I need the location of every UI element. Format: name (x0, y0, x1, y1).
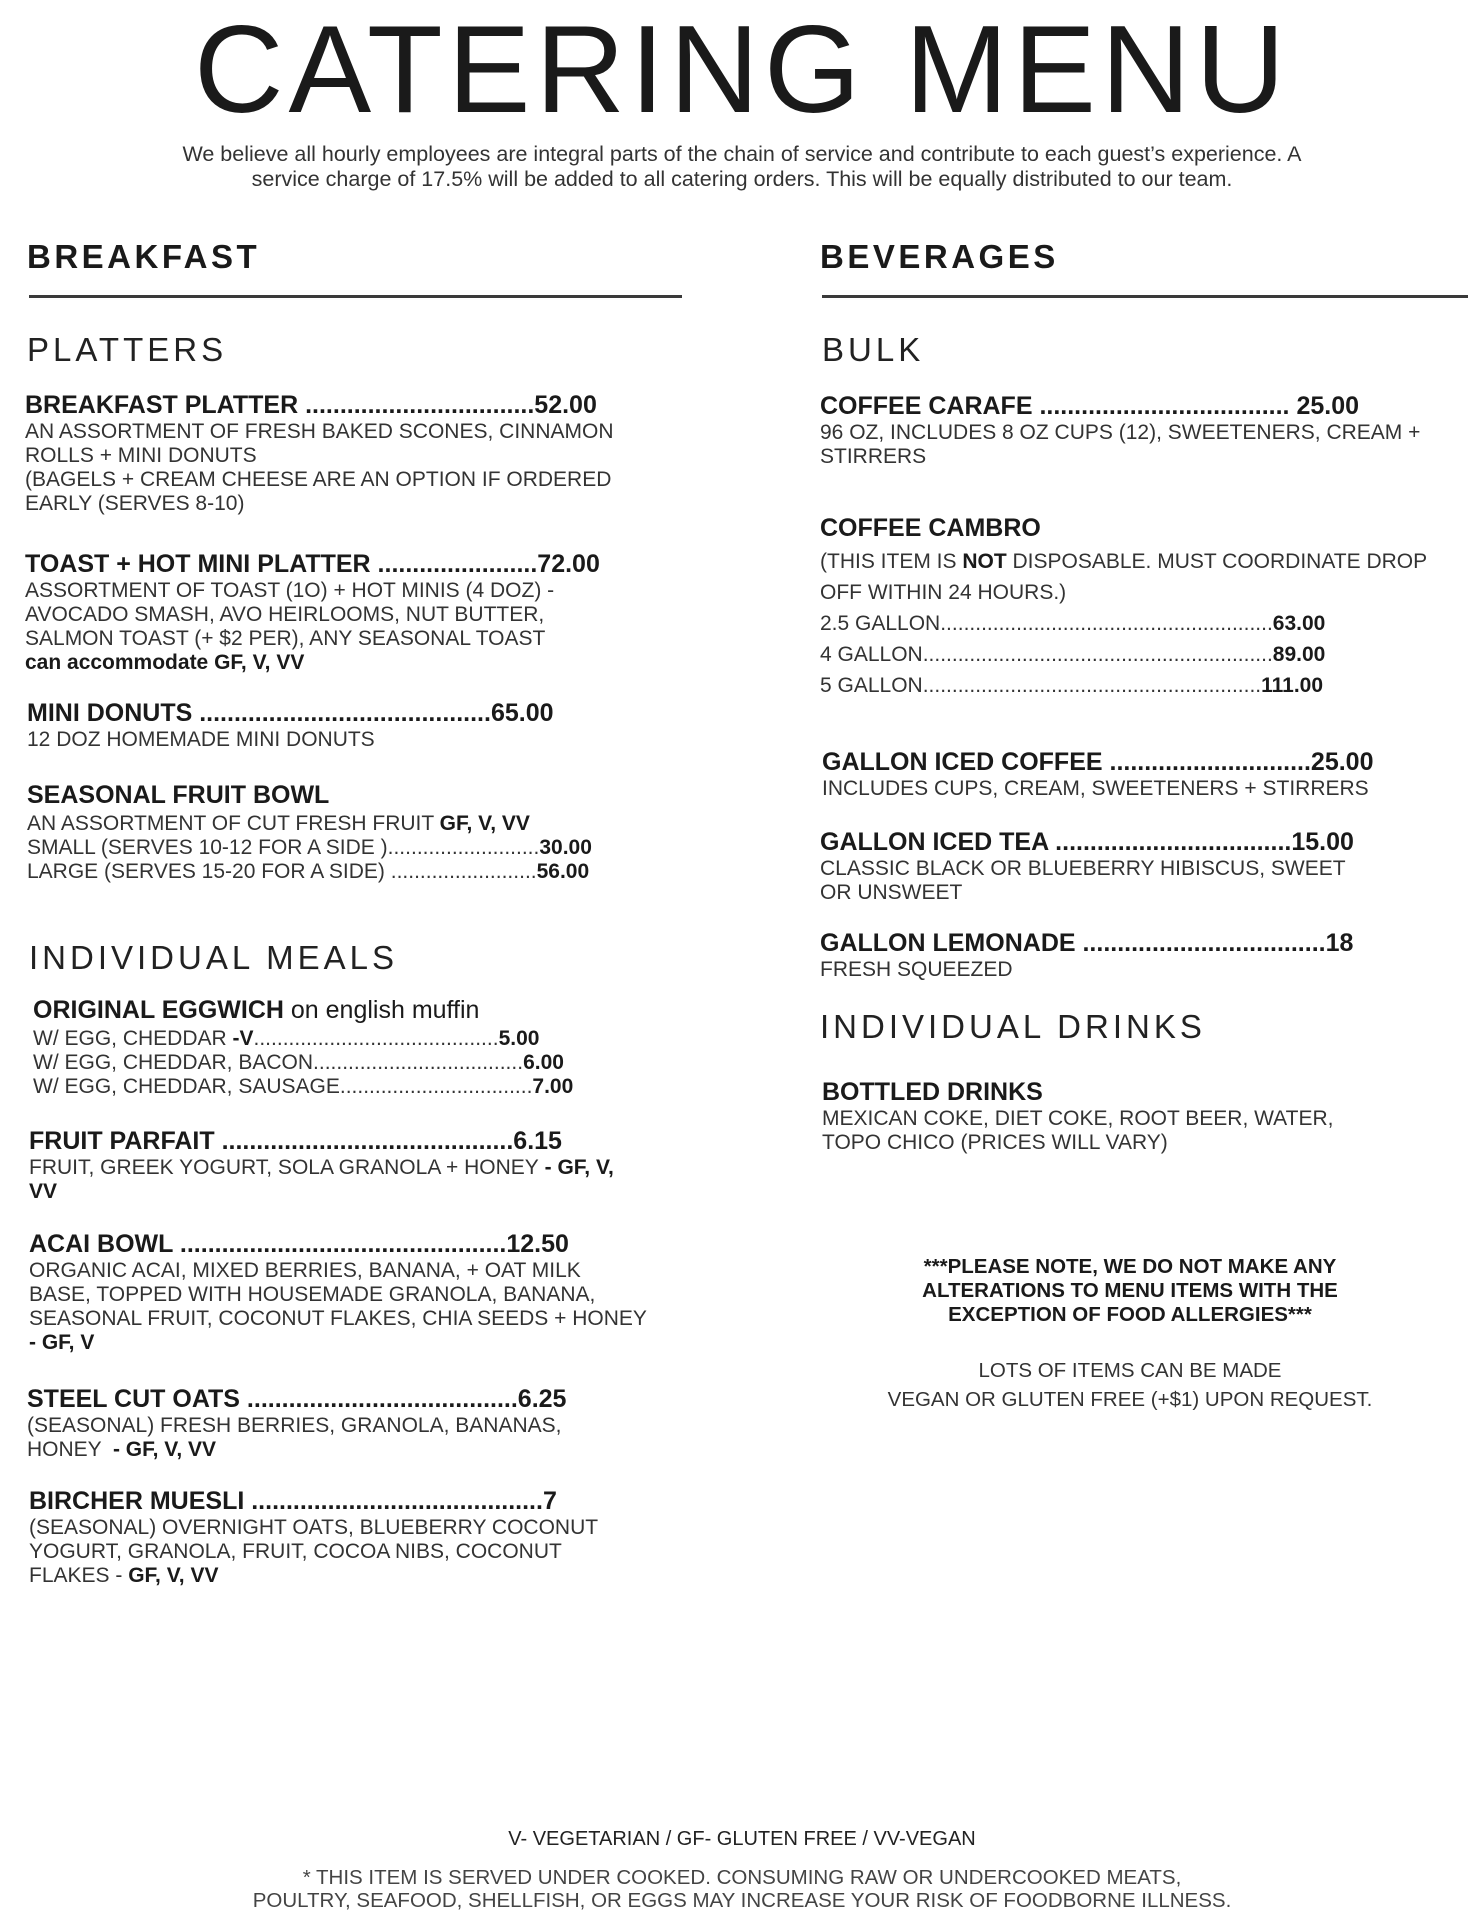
desc-line: OR UNSWEET (820, 881, 963, 904)
eggwich-option (33, 1027, 573, 1051)
item-name: TOAST + HOT MINI PLATTER .......................72.00 (25, 550, 600, 578)
option-price: 30.00 (539, 836, 592, 859)
item-description (25, 579, 600, 675)
option-label: 2.5 GALLON......................................................... (820, 612, 1273, 635)
item-description (29, 1516, 598, 1588)
item-description (29, 1259, 647, 1355)
platters-heading: PLATTERS (27, 331, 228, 368)
menu-item-bottled-drinks (822, 1077, 1333, 1155)
dietary-tags: VV (29, 1180, 58, 1203)
desc-line: OFF WITHIN 24 HOURS.) (820, 581, 1067, 604)
menu-item-toast-platter (25, 549, 600, 675)
menu-item-original-eggwich (33, 995, 573, 1099)
item-description: INCLUDES CUPS, CREAM, SWEETENERS + STIRRERS (822, 777, 1369, 800)
option-label: W/ EGG, CHEDDAR, SAUSAGE................................. (33, 1075, 533, 1098)
dietary-tags: -V (232, 1027, 254, 1050)
menu-item-bircher-muesli (29, 1486, 598, 1588)
eggwich-option (33, 1051, 573, 1075)
option-price: 5.00 (498, 1027, 540, 1050)
item-name: SEASONAL FRUIT BOWL (27, 781, 330, 809)
size-option-small (27, 836, 592, 860)
item-description: FRESH SQUEEZED (820, 958, 1013, 981)
desc-line: AVOCADO SMASH, AVO HEIRLOOMS, NUT BUTTER, (25, 603, 545, 626)
item-name: BOTTLED DRINKS (822, 1078, 1043, 1106)
item-name: ACAI BOWL ...............................................12.50 (29, 1230, 569, 1258)
dietary-tags: GF, V, VV (128, 1564, 219, 1587)
menu-item-coffee-carafe (820, 391, 1420, 469)
desc-line: EARLY (SERVES 8-10) (25, 492, 245, 515)
bulk-heading: BULK (822, 331, 925, 368)
desc-line (29, 1564, 598, 1588)
desc-line: (SEASONAL) OVERNIGHT OATS, BLUEBERRY COCONUT (29, 1516, 599, 1539)
option-label: SMALL (SERVES 10-12 FOR A SIDE ).......................... (27, 836, 540, 859)
note-line: LOTS OF ITEMS CAN BE MADE (978, 1359, 1282, 1382)
notice-line: EXCEPTION OF FOOD ALLERGIES*** (948, 1303, 1312, 1326)
warning-line: POULTRY, SEAFOOD, SHELLFISH, OR EGGS MAY INCREASE YOUR RISK OF FOODBORNE ILLNESS. (252, 1889, 1232, 1912)
desc-text: FRUIT, GREEK YOGURT, SOLA GRANOLA + HONEY (29, 1156, 539, 1179)
desc-line: ASSORTMENT OF TOAST (1O) + HOT MINIS (4 DOZ) - (25, 579, 555, 602)
item-name: STEEL CUT OATS .......................................6.25 (27, 1385, 567, 1413)
option-price: 7.00 (532, 1075, 574, 1098)
breakfast-divider (29, 295, 682, 298)
item-description (820, 546, 1427, 701)
item-name: MINI DONUTS ..........................................65.00 (27, 699, 554, 727)
dietary-tags: - GF, V, VV (107, 1438, 217, 1461)
item-description (29, 1156, 614, 1204)
menu-item-gallon-iced-tea (820, 827, 1354, 905)
dietary-tags: - GF, V, (538, 1156, 614, 1179)
dietary-tags: GF, V, VV (439, 812, 530, 835)
desc-line (820, 546, 1427, 577)
option-price: 6.00 (523, 1051, 564, 1074)
option-dots: .......................................... (253, 1027, 499, 1050)
item-description (25, 420, 613, 516)
dietary-tags: - GF, V (29, 1331, 95, 1354)
desc-line: BASE, TOPPED WITH HOUSEMADE GRANOLA, BANANA, (29, 1283, 596, 1306)
warning-line: * THIS ITEM IS SERVED UNDER COOKED. CONSUMING RAW OR UNDERCOOKED MEATS, (302, 1866, 1182, 1889)
item-name: GALLON ICED TEA ..................................15.00 (820, 828, 1354, 856)
menu-item-seasonal-fruit-bowl (27, 780, 592, 884)
desc-line: MEXICAN COKE, DIET COKE, ROOT BEER, WATER, (822, 1107, 1334, 1130)
item-description (27, 812, 592, 836)
desc-line: SEASONAL FRUIT, COCONUT FLAKES, CHIA SEEDS + HONEY (29, 1307, 647, 1330)
dietary-note: can accommodate GF, V, VV (25, 651, 305, 674)
item-description (820, 857, 1354, 905)
menu-item-gallon-lemonade (820, 928, 1353, 982)
menu-item-breakfast-platter (25, 390, 613, 516)
menu-item-fruit-parfait (29, 1126, 614, 1204)
intro-line: We believe all hourly employees are integral parts of the chain of service and contribute to each guest’s experience. A (182, 142, 1302, 166)
item-name-detail: on english muffin (290, 996, 480, 1024)
item-name: GALLON ICED COFFEE .............................25.00 (822, 748, 1374, 776)
breakfast-heading: BREAKFAST (27, 238, 261, 275)
item-name: COFFEE CARAFE .................................... 25.00 (820, 392, 1360, 420)
note-line: VEGAN OR GLUTEN FREE (+$1) UPON REQUEST. (887, 1388, 1373, 1411)
desc-text: (THIS ITEM IS (820, 550, 963, 573)
item-name-bold: ORIGINAL EGGWICH (33, 996, 284, 1024)
notice-line: ***PLEASE NOTE, WE DO NOT MAKE ANY (923, 1255, 1337, 1278)
eggwich-option (33, 1075, 573, 1099)
desc-text: DISPOSABLE. MUST COORDINATE DROP (1006, 550, 1428, 573)
item-name: BIRCHER MUESLI ..........................................7 (29, 1487, 557, 1515)
option-label: W/ EGG, CHEDDAR (33, 1027, 233, 1050)
item-description (27, 1414, 566, 1462)
option-price: 111.00 (1261, 674, 1324, 697)
desc-text: FLAKES - (29, 1564, 129, 1587)
individual-meals-heading: INDIVIDUAL MEALS (29, 939, 399, 976)
vegan-gluten-free-note (850, 1356, 1410, 1414)
option-label: 5 GALLON.......................................................... (820, 674, 1262, 697)
menu-item-mini-donuts (27, 698, 554, 752)
option-label: 4 GALLON............................................................ (820, 643, 1273, 666)
alterations-notice (860, 1255, 1400, 1327)
cambro-option (820, 608, 1427, 639)
desc-text: AN ASSORTMENT OF CUT FRESH FRUIT (27, 812, 434, 835)
option-price: 89.00 (1272, 643, 1326, 666)
item-name: GALLON LEMONADE ...................................18 (820, 929, 1354, 957)
desc-line: (BAGELS + CREAM CHEESE ARE AN OPTION IF ORDERED (25, 468, 612, 491)
desc-line: ORGANIC ACAI, MIXED BERRIES, BANANA, + OAT MILK (29, 1259, 581, 1282)
desc-line (29, 1331, 647, 1355)
beverages-heading: BEVERAGES (820, 238, 1059, 275)
menu-item-gallon-iced-coffee (822, 747, 1374, 801)
size-option-large (27, 860, 592, 884)
desc-line (29, 1180, 614, 1204)
desc-line: (SEASONAL) FRESH BERRIES, GRANOLA, BANANAS, (27, 1414, 562, 1437)
desc-line: TOPO CHICO (PRICES WILL VARY) (822, 1131, 1168, 1154)
option-label: LARGE (SERVES 15-20 FOR A SIDE) ......................... (27, 860, 537, 883)
desc-line: CLASSIC BLACK OR BLUEBERRY HIBISCUS, SWEET (820, 857, 1346, 880)
cambro-option (820, 639, 1427, 670)
desc-line: SALMON TOAST (+ $2 PER), ANY SEASONAL TOAST (25, 627, 546, 650)
intro-line: service charge of 17.5% will be added to all catering orders. This will be equally distributed to our team. (251, 167, 1233, 191)
desc-line: 96 OZ, INCLUDES 8 OZ CUPS (12), SWEETENERS, CREAM + (820, 421, 1421, 444)
emphasis-text: NOT (962, 550, 1007, 573)
cambro-option (820, 670, 1427, 701)
option-label: W/ EGG, CHEDDAR, BACON.................................... (33, 1051, 524, 1074)
undercooked-warning (200, 1866, 1284, 1912)
item-description (822, 1107, 1333, 1155)
notice-line: ALTERATIONS TO MENU ITEMS WITH THE (922, 1279, 1338, 1302)
desc-line (29, 1156, 614, 1180)
item-description: 12 DOZ HOMEMADE MINI DONUTS (27, 728, 375, 751)
beverages-divider (822, 295, 1468, 298)
item-name: COFFEE CAMBRO (820, 514, 1041, 542)
desc-line: ROLLS + MINI DONUTS (25, 444, 257, 467)
dietary-legend: V- VEGETARIAN / GF- GLUTEN FREE / VV-VEGAN (508, 1828, 976, 1850)
menu-item-coffee-cambro (820, 513, 1427, 701)
desc-line: YOGURT, GRANOLA, FRUIT, COCOA NIBS, COCONUT (29, 1540, 562, 1563)
item-name (33, 995, 573, 1025)
service-charge-intro (110, 142, 1374, 192)
desc-line (27, 1438, 566, 1462)
desc-line: AN ASSORTMENT OF FRESH BAKED SCONES, CINNAMON (25, 420, 614, 443)
item-description (820, 421, 1420, 469)
page-title: CATERING MENU (193, 1, 1291, 139)
menu-item-acai-bowl (29, 1229, 647, 1355)
menu-item-steel-cut-oats (27, 1384, 566, 1462)
option-price: 56.00 (536, 860, 590, 883)
item-name: FRUIT PARFAIT ..........................................6.15 (29, 1127, 562, 1155)
desc-text: HONEY (27, 1438, 108, 1461)
individual-drinks-heading: INDIVIDUAL DRINKS (820, 1008, 1206, 1045)
option-price: 63.00 (1272, 612, 1326, 635)
item-name: BREAKFAST PLATTER .................................52.00 (25, 391, 597, 419)
desc-line: STIRRERS (820, 445, 927, 468)
